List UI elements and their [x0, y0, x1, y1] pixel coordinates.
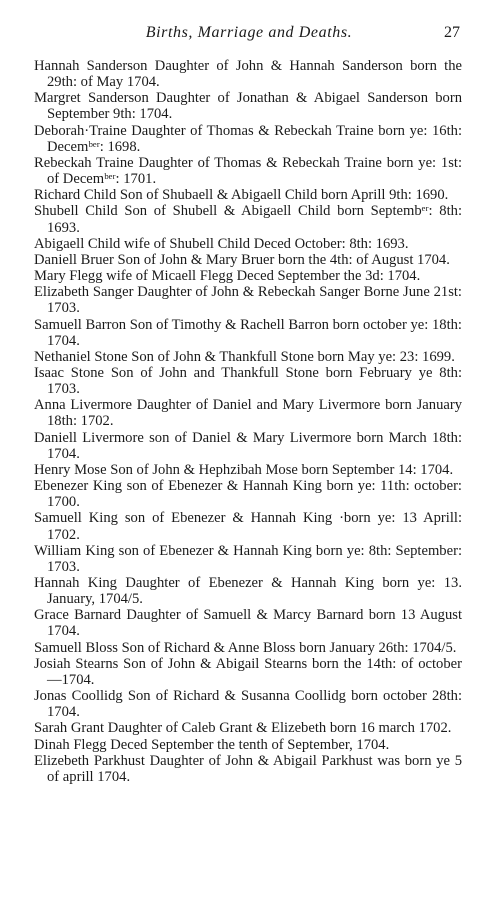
record-entry: Henry Mose Son of John & Hephzibah Mose born September 14: 1704.	[34, 461, 454, 478]
record-entry: Samuell Bloss Son of Richard & Anne Bloss born January 26th: 1704/5.	[34, 639, 457, 656]
running-title: Births, Marriage and Deaths.	[145, 24, 353, 41]
record-entry: Abigaell Child wife of Shubell Child Deced October: 8th: 1693.	[34, 235, 409, 252]
record-list	[34, 58, 462, 785]
record-entry: Josiah Stearns Son of John & Abigail Stearns born the 14th: of october—1704.	[34, 655, 462, 688]
record-entry: Isaac Stone Son of John and Thankfull Stone born February ye 8th: 1703.	[34, 364, 462, 398]
record-entry: Anna Livermore Daughter of Daniel and Mary Livermore born January 18th: 1702.	[34, 397, 462, 430]
record-entry: Daniell Livermore son of Daniel & Mary Livermore born March 18th: 1704.	[34, 429, 462, 462]
record-entry: Sarah Grant Daughter of Caleb Grant & Elizebeth born 16 march 1702.	[34, 720, 452, 737]
record-entry: Ebenezer King son of Ebenezer & Hannah King born ye: 11th: october: 1700.	[34, 478, 462, 511]
record-entry: Mary Flegg wife of Micaell Flegg Deced September the 3d: 1704.	[34, 268, 421, 285]
record-entry: Margret Sanderson Daughter of Jonathan & Abigael Sanderson born September 9th: 1704.	[34, 90, 462, 123]
page-number: 27	[444, 24, 460, 41]
record-entry: Shubell Child Son of Shubell & Abigaell Child born Septembᵉʳ: 8th: 1693.	[34, 203, 462, 236]
record-entry: Elizabeth Sanger Daughter of John & Rebeckah Sanger Borne June 21st: 1703.	[34, 284, 462, 317]
record-entry: Dinah Flegg Deced September the tenth of September, 1704.	[34, 736, 390, 753]
record-entry: Elizebeth Parkhust Daughter of John & Abigail Parkhust was born ye 5 of aprill 1704.	[34, 752, 462, 785]
record-entry: William King son of Ebenezer & Hannah King born ye: 8th: September: 1703.	[34, 542, 462, 575]
record-entry: Daniell Bruer Son of John & Mary Bruer born the 4th: of August 1704.	[34, 251, 450, 268]
record-entry: Samuell Barron Son of Timothy & Rachell Barron born october ye: 18th: 1704.	[34, 316, 462, 349]
record-entry: Richard Child Son of Shubaell & Abigaell Child born Aprill 9th: 1690.	[34, 187, 449, 204]
record-entry: Grace Barnard Daughter of Samuell & Marcy Barnard born 13 August 1704.	[34, 607, 462, 640]
record-entry: Nethaniel Stone Son of John & Thankfull Stone born May ye: 23: 1699.	[34, 348, 455, 365]
record-entry: Samuell King son of Ebenezer & Hannah King ·born ye: 13 Aprill: 1702.	[34, 510, 462, 543]
record-entry: Rebeckah Traine Daughter of Thomas & Rebeckah Traine born ye: 1st: of Decemᵇᵉʳ: 1701.	[34, 154, 462, 188]
page-header	[32, 24, 466, 46]
record-entry: Deborah·Traine Daughter of Thomas & Rebeckah Traine born ye: 16th: Decemᵇᵉʳ: 1698.	[34, 122, 462, 155]
record-entry: Hannah Sanderson Daughter of John & Hannah Sanderson born the 29th: of May 1704.	[34, 58, 462, 91]
record-entry: Jonas Coollidg Son of Richard & Susanna Coollidg born october 28th: 1704.	[34, 688, 462, 721]
record-entry: Hannah King Daughter of Ebenezer & Hannah King born ye: 13. January, 1704/5.	[34, 575, 462, 608]
